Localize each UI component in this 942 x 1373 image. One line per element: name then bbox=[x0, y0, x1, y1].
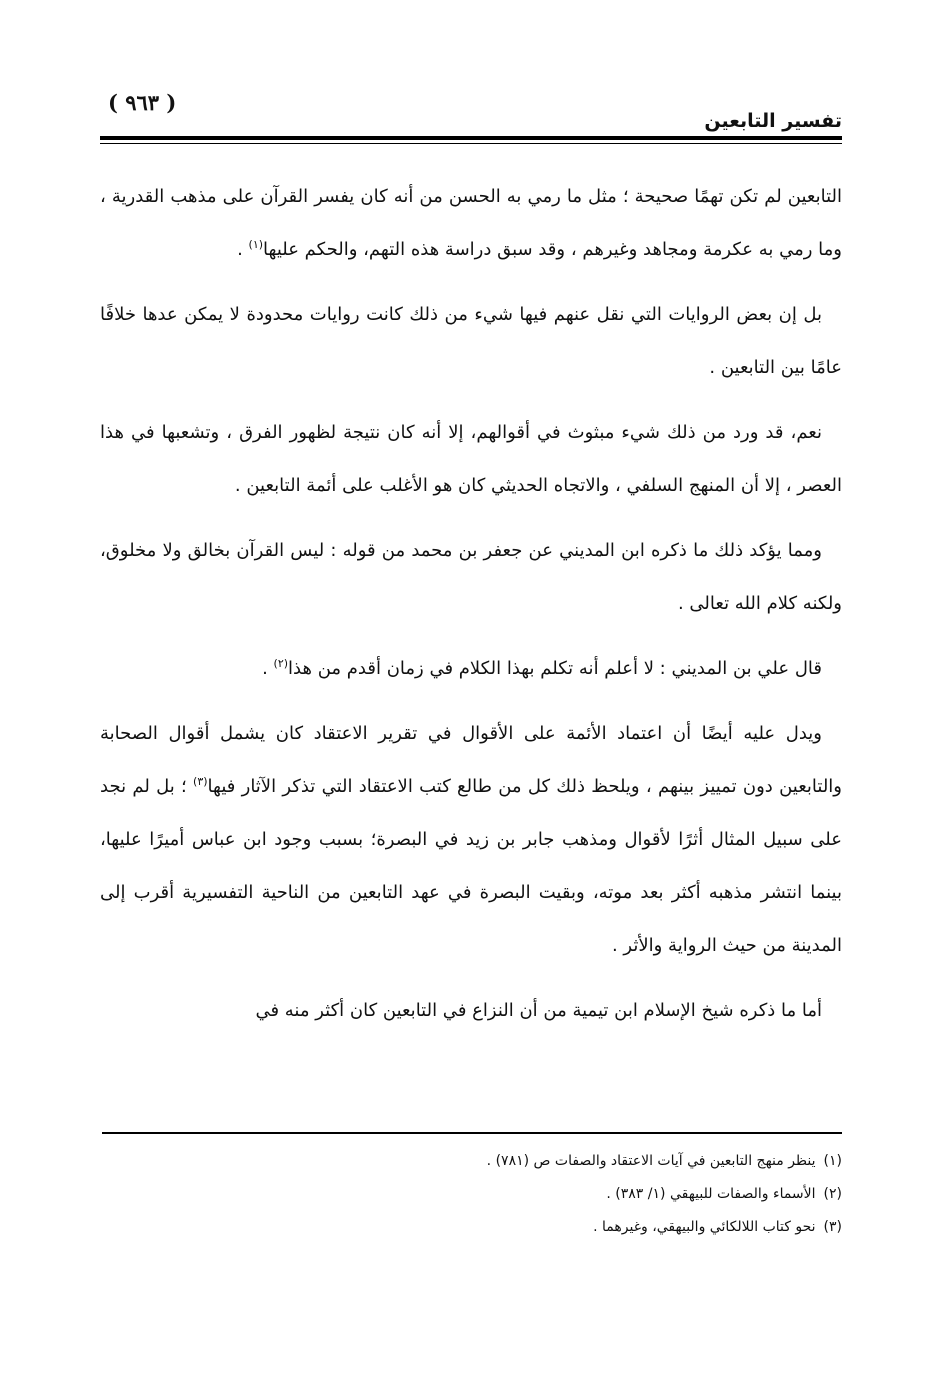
footnote-1 bbox=[100, 1145, 842, 1178]
paragraph-6 bbox=[100, 707, 842, 972]
footnote-ref-1: (١) bbox=[248, 238, 264, 251]
body-text bbox=[100, 170, 842, 1049]
footnote-number: (٣) bbox=[823, 1219, 842, 1235]
paragraph-text: بل إن بعض الروايات التي نقل عنهم فيها شيء من ذلك كانت روايات محدودة لا يمكن عدها خلافًا عامًا بين التابعين . bbox=[100, 304, 842, 378]
footnote-3 bbox=[100, 1211, 842, 1244]
footnotes bbox=[100, 1145, 842, 1244]
footnote-text: الأسماء والصفات للبيهقي (١/ ٣٨٣) . bbox=[606, 1186, 816, 1202]
paragraph-text: قال علي بن المديني : لا أعلم أنه تكلم بهذا الكلام في زمان أقدم من هذا bbox=[288, 658, 822, 679]
footnote-ref-2: (٢) bbox=[273, 657, 289, 670]
footnote-separator bbox=[102, 1132, 842, 1134]
footnote-number: (١) bbox=[823, 1153, 842, 1169]
footnote-number: (٢) bbox=[823, 1186, 842, 1202]
header-rule-thin bbox=[100, 143, 842, 144]
paragraph-tail: . bbox=[237, 239, 249, 260]
footnote-2 bbox=[100, 1178, 842, 1211]
footnote-ref-3: (٣) bbox=[193, 775, 208, 788]
paragraph-tail: ؛ بل لم نجد على سبيل المثال أثرًا لأقوال ومذهب جابر بن زيد في البصرة؛ بسبب وجود ابن عباس أميرًا عليها، بينما انتشر مذهبه أكثر بعد موته، وبقيت البصرة في عهد التابعين من الناحية التفسيرية أقرب إلى المدينة من حيث الرواية والأثر . bbox=[100, 776, 842, 956]
page-number: ( ٩٦٣ ) bbox=[108, 90, 177, 115]
paragraph-text: التابعين لم تكن تهمًا صحيحة ؛ مثل ما رمي به الحسن من أنه كان يفسر القرآن على مذهب القدرية ، وما رمي به عكرمة ومجاهد وغيرهم ، وقد سبق دراسة هذه التهم، والحكم عليها bbox=[100, 186, 842, 260]
paragraph-text: أما ما ذكره شيخ الإسلام ابن تيمية من أن النزاع في التابعين كان أكثر منه في bbox=[255, 1000, 822, 1021]
paragraph-2 bbox=[100, 288, 842, 394]
paragraph-text: ويدل عليه أيضًا أن اعتماد الأئمة على الأقوال في تقرير الاعتقاد كان يشمل أقوال الصحابة والتابعين دون تمييز بينهم ، ويلحظ ذلك كل من طالع كتب الاعتقاد التي تذكر الآثار فيها bbox=[100, 723, 843, 797]
page-header bbox=[100, 88, 842, 148]
paragraph-3 bbox=[100, 406, 842, 512]
paragraph-4 bbox=[100, 524, 842, 630]
paragraph-1 bbox=[100, 170, 842, 276]
footnote-text: ينظر منهج التابعين في آيات الاعتقاد والصفات ص (٧٨١) . bbox=[486, 1153, 816, 1169]
footnote-text: نحو كتاب اللالكائي والبيهقي، وغيرهما . bbox=[593, 1219, 816, 1235]
paragraph-5 bbox=[100, 642, 842, 695]
paragraph-text: ومما يؤكد ذلك ما ذكره ابن المديني عن جعفر بن محمد من قوله : ليس القرآن بخالق ولا مخلوق، ولكنه كلام الله تعالى . bbox=[100, 540, 842, 614]
header-rule-thick bbox=[100, 136, 842, 140]
paragraph-text: نعم، قد ورد من ذلك شيء مبثوث في أقوالهم، إلا أنه كان نتيجة لظهور الفرق ، وتشعبها في هذا العصر ، إلا أن المنهج السلفي ، والاتجاه الحديثي كان هو الأغلب على أئمة التابعين . bbox=[100, 422, 842, 496]
running-title: تفسير التابعين bbox=[704, 110, 842, 132]
paragraph-7 bbox=[100, 984, 842, 1037]
paragraph-tail: . bbox=[262, 658, 274, 679]
